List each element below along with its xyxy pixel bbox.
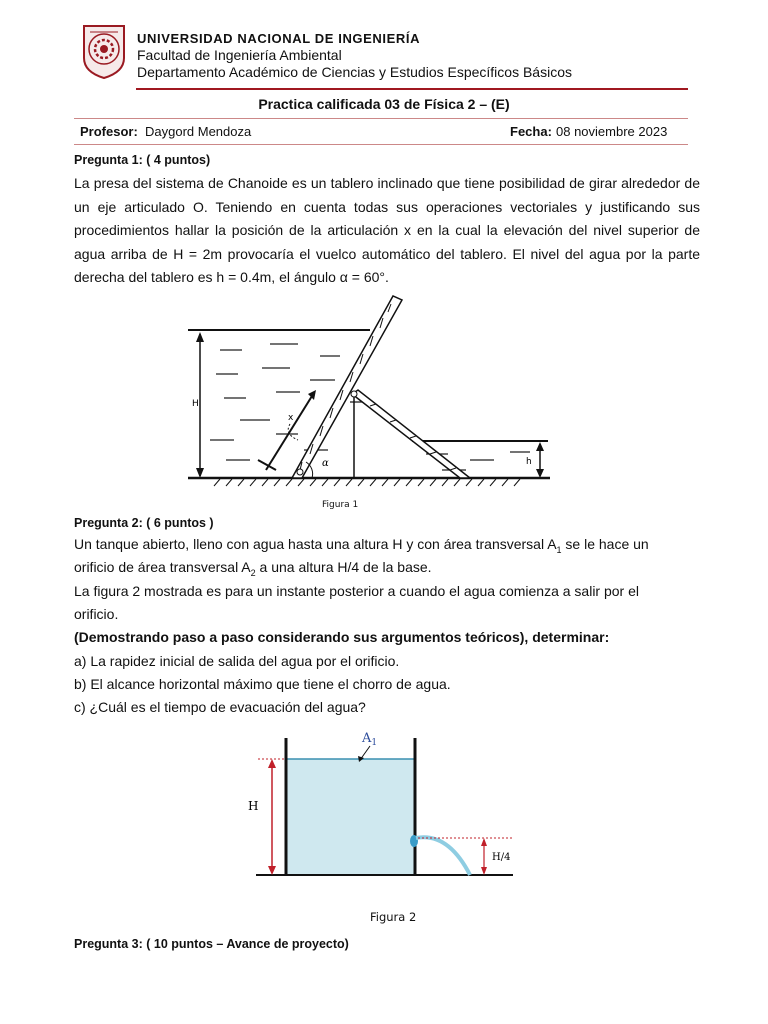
support-strut [352, 390, 470, 478]
water-jet [416, 837, 470, 875]
meta-bottom-divider [74, 144, 688, 145]
q2-line-3: La figura 2 mostrada es para un instante posterior a cuando el agua comienza a salir por el [74, 583, 640, 599]
q2-line-4: orificio. [74, 606, 119, 622]
fig2-label-H4: H/4 [492, 852, 511, 863]
fig2-label-A1: $A_1$ [362, 731, 378, 748]
q1-heading: Pregunta 1: ( 4 puntos) [74, 153, 211, 167]
q2-heading: Pregunta 2: ( 6 puntos ) [74, 516, 214, 530]
q2-line-2: orificio de área transversal $A_2$ a una altura H/4 de la base. [74, 559, 432, 578]
fig1-label-H: H [192, 399, 199, 409]
figure-1-dam-diagram [180, 294, 560, 494]
uni-seal-icon [80, 22, 128, 80]
fig1-label-alpha: α [322, 458, 329, 469]
exam-title: Practica calificada 03 de Física 2 – (E) [258, 96, 510, 112]
fecha-value: 08 noviembre 2023 [556, 124, 668, 139]
q2-line-1: Un tanque abierto, lleno con agua hasta una altura H y con área transversal $A_1$ se le hace un [74, 536, 649, 555]
fig2-label-H: H [248, 799, 259, 813]
university-name: UNIVERSIDAD NACIONAL DE INGENIERÍA [137, 31, 421, 46]
header-divider [136, 88, 688, 90]
q3-heading: Pregunta 3: ( 10 puntos – Avance de proyecto) [74, 937, 349, 951]
q2-item-b: b) El alcance horizontal máximo que tiene el chorro de agua. [74, 676, 451, 692]
meta-top-divider [74, 118, 688, 119]
fecha-label: Fecha: [510, 124, 552, 139]
faculty-name: Facultad de Ingeniería Ambiental [137, 47, 342, 63]
inclined-gate [292, 296, 402, 478]
figure-2-caption: Figura 2 [370, 910, 417, 924]
fig1-label-x: x [288, 413, 294, 423]
department-name: Departamento Académico de Ciencias y Estudios Específicos Básicos [137, 64, 572, 80]
profesor-label: Profesor: [80, 124, 138, 139]
q1-text: La presa del sistema de Chanoide es un tablero inclinado que tiene posibilidad de girar alrededor de un eje articulado O. Teniendo en cuenta todas sus operaciones vectoriales y justificando sus procedimientos hallar la posición de la articulación x en la cual la elevación del nivel superior de agua arriba de H = 2m provocaría el vuelco automático del tablero. El nivel del agua por la parte derecha del tablero es h = 0.4m, el ángulo α = 60°. [74, 175, 700, 285]
q2-item-a: a) La rapidez inicial de salida del agua por el orificio. [74, 653, 400, 669]
figure-2-tank-diagram [238, 724, 528, 884]
q2-item-c: c) ¿Cuál es el tiempo de evacuación del agua? [74, 699, 366, 715]
q2-instruction: (Demostrando paso a paso considerando sus argumentos teóricos), determinar: [74, 629, 610, 645]
fig1-label-h: h [526, 457, 532, 467]
profesor-value: Daygord Mendoza [145, 124, 252, 139]
figure-1-caption: Figura 1 [322, 500, 359, 510]
tank-water [287, 759, 414, 875]
